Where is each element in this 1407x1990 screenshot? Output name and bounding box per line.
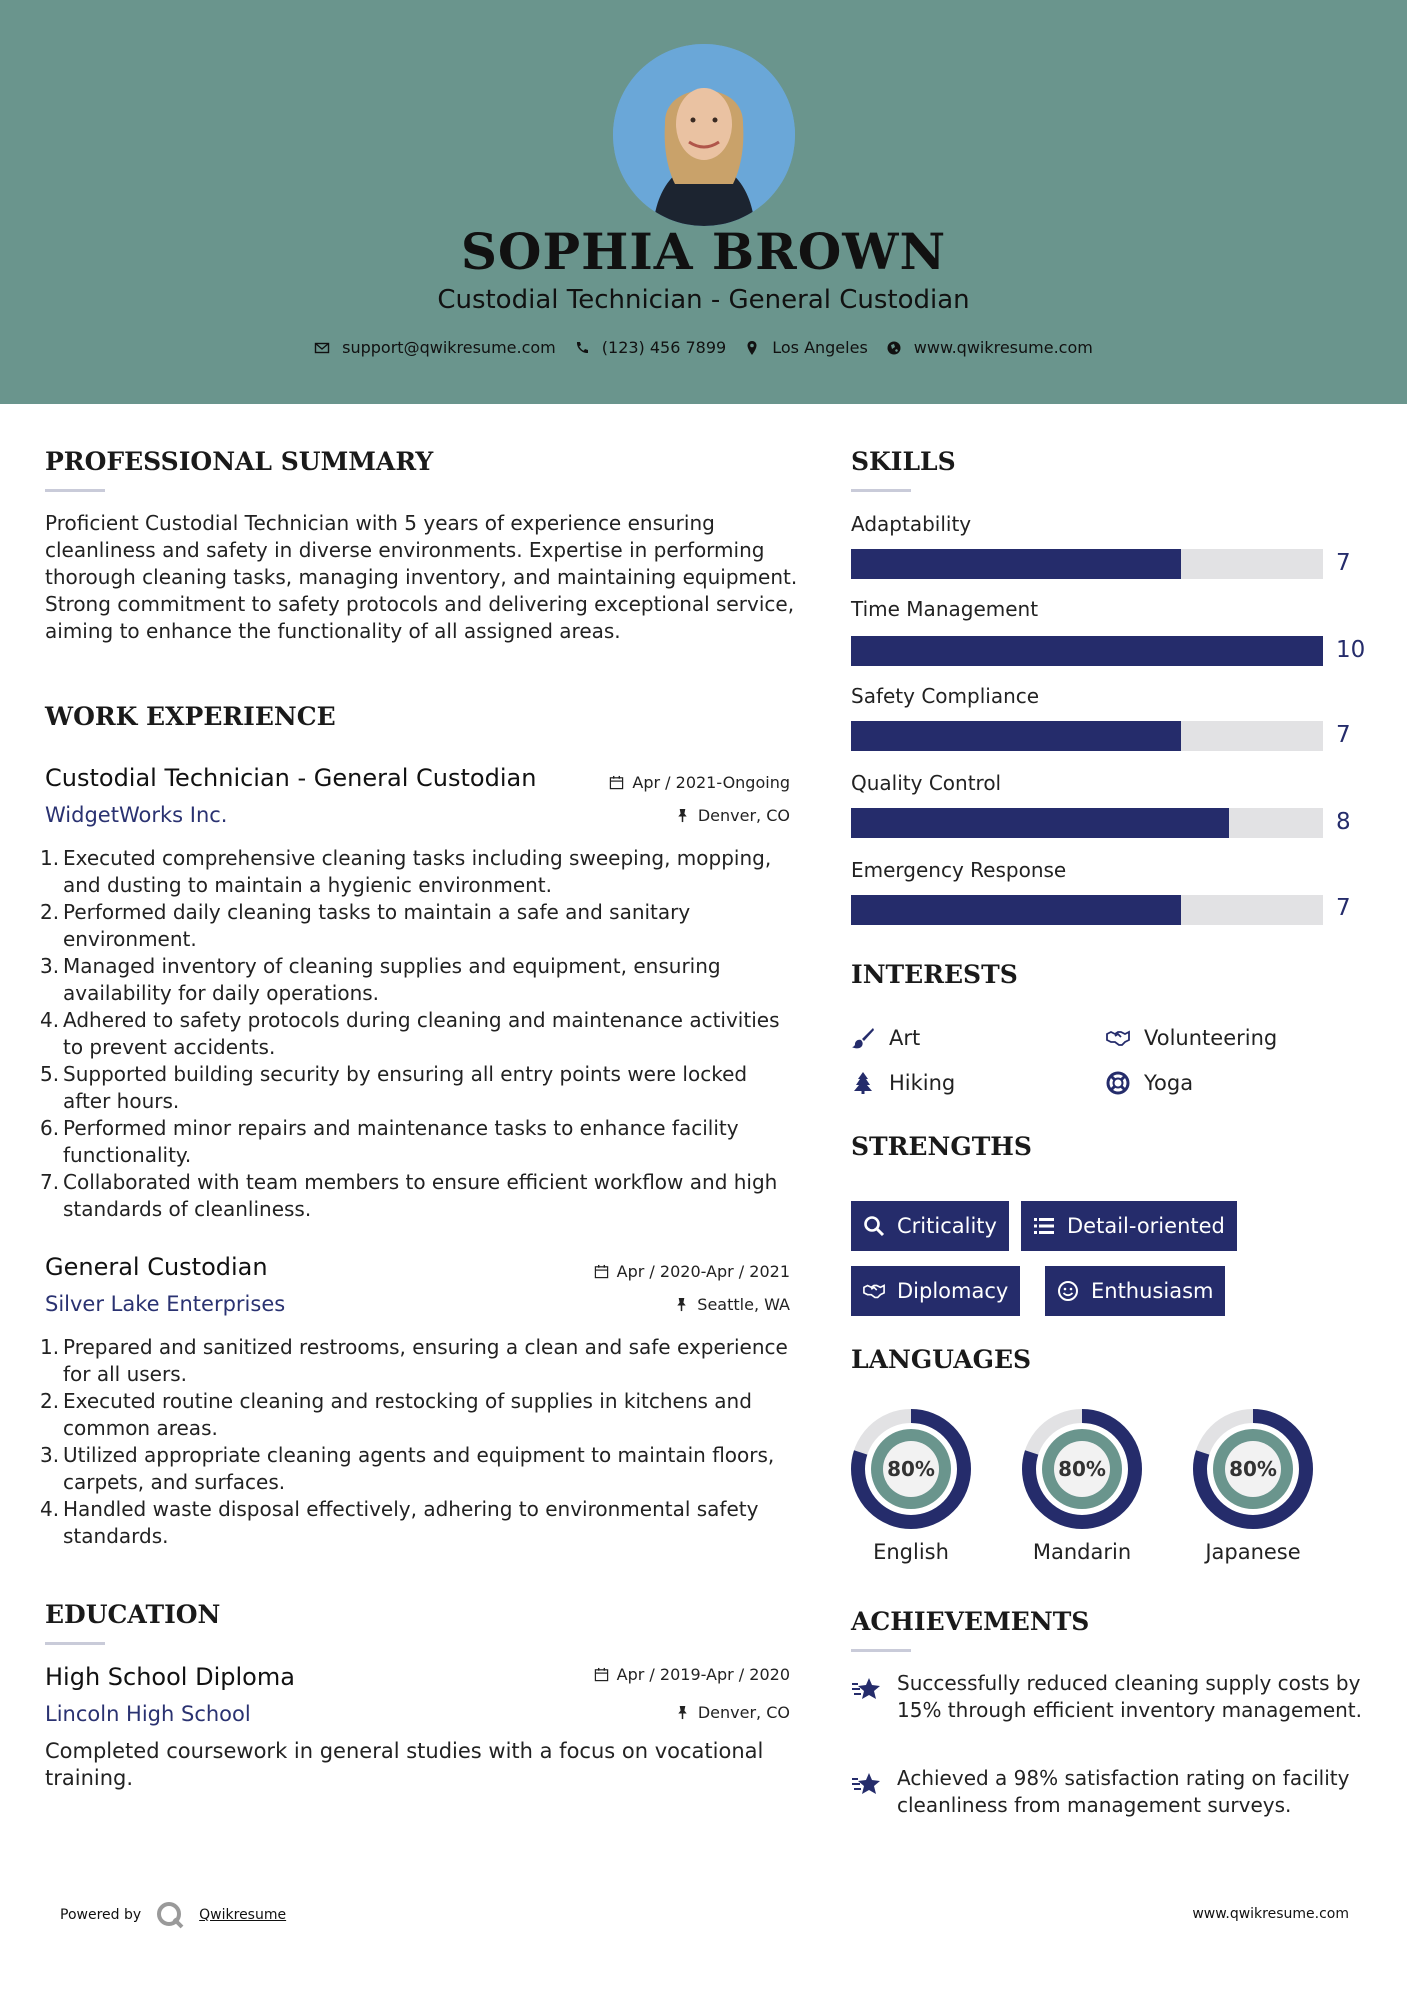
language-ring — [850, 1408, 972, 1530]
profile-photo — [613, 44, 795, 226]
list-item: 5. Supported building security by ensuring all entry points were locked after hours. — [40, 1062, 748, 1113]
interest-label: Art — [889, 1026, 921, 1050]
summary-heading: PROFESSIONAL SUMMARY — [45, 447, 434, 476]
calendar-icon — [594, 1667, 609, 1682]
strength-label: Criticality — [897, 1214, 997, 1238]
education-location — [675, 1703, 790, 1722]
interest-art — [851, 1026, 920, 1050]
skill-value: 10 — [1336, 637, 1366, 663]
strength-tag — [1045, 1266, 1225, 1316]
list-item: 3. Managed inventory of cleaning supplies and equipment, ensuring availability for daily operations. — [40, 954, 721, 1005]
list-item: 4. Adhered to safety protocols during cleaning and maintenance activities to prevent accidents. — [40, 1008, 780, 1059]
job-location — [674, 1295, 790, 1314]
job-location-text: Seattle, WA — [697, 1295, 790, 1314]
resume-header — [0, 0, 1407, 404]
education-location-text: Denver, CO — [697, 1703, 790, 1722]
job-title: General Custodian — [45, 1253, 268, 1281]
language-name: Mandarin — [1032, 1540, 1132, 1564]
skill-label: Quality Control — [851, 771, 1002, 795]
skills-rule — [851, 489, 911, 492]
strength-tag — [851, 1266, 1020, 1316]
language-japanese — [1192, 1408, 1314, 1564]
education-rule — [45, 1642, 105, 1645]
job-dates — [594, 1262, 790, 1281]
candidate-name: SOPHIA BROWN — [460, 222, 947, 281]
achievement-text: Achieved a 98% satisfaction rating on facility cleanliness from management surveys. — [897, 1766, 1350, 1817]
language-mandarin — [1021, 1408, 1143, 1564]
contact-location-text: Los Angeles — [772, 338, 868, 357]
skill-bar-fill — [851, 636, 1323, 666]
interest-label: Yoga — [1144, 1071, 1194, 1095]
achievement-text: Successfully reduced cleaning supply costs by 15% through efficient inventory management. — [897, 1671, 1362, 1722]
list-icon — [1033, 1215, 1055, 1237]
search-icon — [863, 1215, 885, 1237]
school-name: Lincoln High School — [45, 1702, 251, 1726]
summary-rule — [45, 489, 105, 492]
handshake-icon — [863, 1280, 885, 1302]
skill-label: Emergency Response — [851, 858, 1067, 882]
language-percent: 80% — [887, 1457, 935, 1481]
job-title: Custodial Technician - General Custodian — [45, 764, 537, 792]
lifering-icon — [1106, 1071, 1130, 1095]
interests-heading: INTERESTS — [851, 960, 1018, 989]
skill-bar — [851, 895, 1323, 925]
job-dates-text: Apr / 2020-Apr / 2021 — [616, 1262, 790, 1281]
handshake-icon — [1106, 1026, 1130, 1050]
strength-tag — [851, 1201, 1009, 1251]
strength-label: Enthusiasm — [1091, 1279, 1214, 1303]
list-item: 1. Prepared and sanitized restrooms, ensuring a clean and safe experience for all users. — [40, 1335, 788, 1386]
skill-bar — [851, 549, 1323, 579]
strength-tag — [1021, 1201, 1237, 1251]
interest-label: Volunteering — [1144, 1026, 1278, 1050]
skill-label: Adaptability — [851, 512, 972, 536]
job-dates-text: Apr / 2021-Ongoing — [632, 773, 790, 792]
job-bullet-list — [40, 1334, 800, 1550]
skill-value: 7 — [1336, 895, 1351, 921]
interest-volunteering — [1106, 1026, 1277, 1050]
language-ring — [1192, 1408, 1314, 1530]
list-item: 3. Utilized appropriate cleaning agents and equipment to maintain floors, carpets, and surfaces. — [40, 1443, 775, 1494]
skill-label: Safety Compliance — [851, 684, 1040, 708]
contact-website-text: www.qwikresume.com — [913, 338, 1093, 357]
company-name: Silver Lake Enterprises — [45, 1292, 286, 1316]
qwikresume-logo-icon — [155, 1900, 185, 1930]
skill-bar — [851, 721, 1323, 751]
skill-bar-fill — [851, 895, 1181, 925]
phone-icon — [574, 340, 590, 356]
star-icon — [851, 1674, 881, 1704]
degree-title: High School Diploma — [45, 1663, 295, 1691]
contact-location — [744, 338, 868, 357]
map-pin-icon — [744, 340, 760, 356]
strength-label: Diplomacy — [897, 1279, 1009, 1303]
powered-by-text: Powered by — [60, 1907, 142, 1923]
smile-icon — [1057, 1280, 1079, 1302]
calendar-icon — [609, 775, 624, 790]
languages-heading: LANGUAGES — [851, 1345, 1032, 1374]
skill-label: Time Management — [851, 597, 1039, 621]
strengths-heading: STRENGTHS — [851, 1132, 1032, 1161]
summary-text: Proficient Custodial Technician with 5 years of experience ensuring cleanliness and safety in diverse environments. Expertise in performing thorough cleaning tasks, managing inventory, and maintaining equipment. Strong commitment to safety protocols and delivering exceptional service, aiming to enhance the functionality of all assigned areas. — [45, 511, 798, 643]
interest-hiking — [851, 1071, 955, 1095]
achievement-item — [851, 1765, 1371, 1819]
education-description: Completed coursework in general studies with a focus on vocational training. — [45, 1739, 764, 1790]
language-name: Japanese — [1205, 1540, 1301, 1564]
list-item: 1. Executed comprehensive cleaning tasks including sweeping, mopping, and dusting to maintain a hygienic environment. — [40, 846, 772, 897]
strength-label: Detail-oriented — [1067, 1214, 1225, 1238]
contact-email[interactable] — [314, 338, 556, 357]
language-ring — [1021, 1408, 1143, 1530]
skill-value: 7 — [1336, 550, 1351, 576]
job-bullet-list — [40, 845, 800, 1223]
list-item: 4. Handled waste disposal effectively, adhering to environmental safety standards. — [40, 1497, 759, 1548]
contact-website[interactable] — [886, 338, 1093, 357]
skill-bar-fill — [851, 721, 1181, 751]
job-location-text: Denver, CO — [697, 806, 790, 825]
envelope-icon — [314, 340, 330, 356]
star-icon — [851, 1769, 881, 1799]
candidate-title: Custodial Technician - General Custodian — [437, 285, 970, 315]
tree-icon — [851, 1071, 875, 1095]
job-dates — [609, 773, 790, 792]
skill-bar — [851, 808, 1323, 838]
education-dates — [594, 1665, 790, 1684]
footer-website[interactable]: www.qwikresume.com — [1192, 1906, 1349, 1922]
pushpin-icon — [674, 1297, 689, 1312]
education-dates-text: Apr / 2019-Apr / 2020 — [616, 1665, 790, 1684]
skill-value: 7 — [1336, 722, 1351, 748]
list-item: 6. Performed minor repairs and maintenance tasks to enhance facility functionality. — [40, 1116, 739, 1167]
job-location — [675, 806, 790, 825]
skill-bar-fill — [851, 549, 1181, 579]
education-heading: EDUCATION — [45, 1600, 221, 1629]
contact-phone[interactable] — [574, 338, 726, 357]
pushpin-icon — [675, 808, 690, 823]
paintbrush-icon — [851, 1026, 875, 1050]
language-name: English — [873, 1540, 949, 1564]
skill-bar-fill — [851, 808, 1229, 838]
achievements-rule — [851, 1649, 911, 1652]
pushpin-icon — [675, 1705, 690, 1720]
achievements-heading: ACHIEVEMENTS — [851, 1607, 1090, 1636]
language-english — [850, 1408, 972, 1564]
company-name: WidgetWorks Inc. — [45, 803, 228, 827]
interest-label: Hiking — [889, 1071, 956, 1095]
skills-heading: SKILLS — [851, 447, 956, 476]
list-item: 2. Performed daily cleaning tasks to maintain a safe and sanitary environment. — [40, 900, 691, 951]
interest-yoga — [1106, 1071, 1193, 1095]
globe-icon — [886, 340, 902, 356]
contact-bar — [0, 338, 1407, 357]
achievement-item — [851, 1670, 1371, 1724]
language-percent: 80% — [1058, 1457, 1106, 1481]
language-percent: 80% — [1229, 1457, 1277, 1481]
calendar-icon — [594, 1264, 609, 1279]
list-item: 2. Executed routine cleaning and restocking of supplies in kitchens and common areas. — [40, 1389, 752, 1440]
experience-heading: WORK EXPERIENCE — [45, 702, 336, 731]
skill-bar — [851, 636, 1323, 666]
contact-phone-text: (123) 456 7899 — [601, 338, 727, 357]
contact-email-text: support@qwikresume.com — [342, 338, 556, 357]
skill-value: 8 — [1336, 809, 1351, 835]
brand-link[interactable]: Qwikresume — [199, 1907, 287, 1923]
footer-branding — [60, 1900, 286, 1930]
list-item: 7. Collaborated with team members to ensure efficient workflow and high standards of cleanliness. — [40, 1170, 778, 1221]
